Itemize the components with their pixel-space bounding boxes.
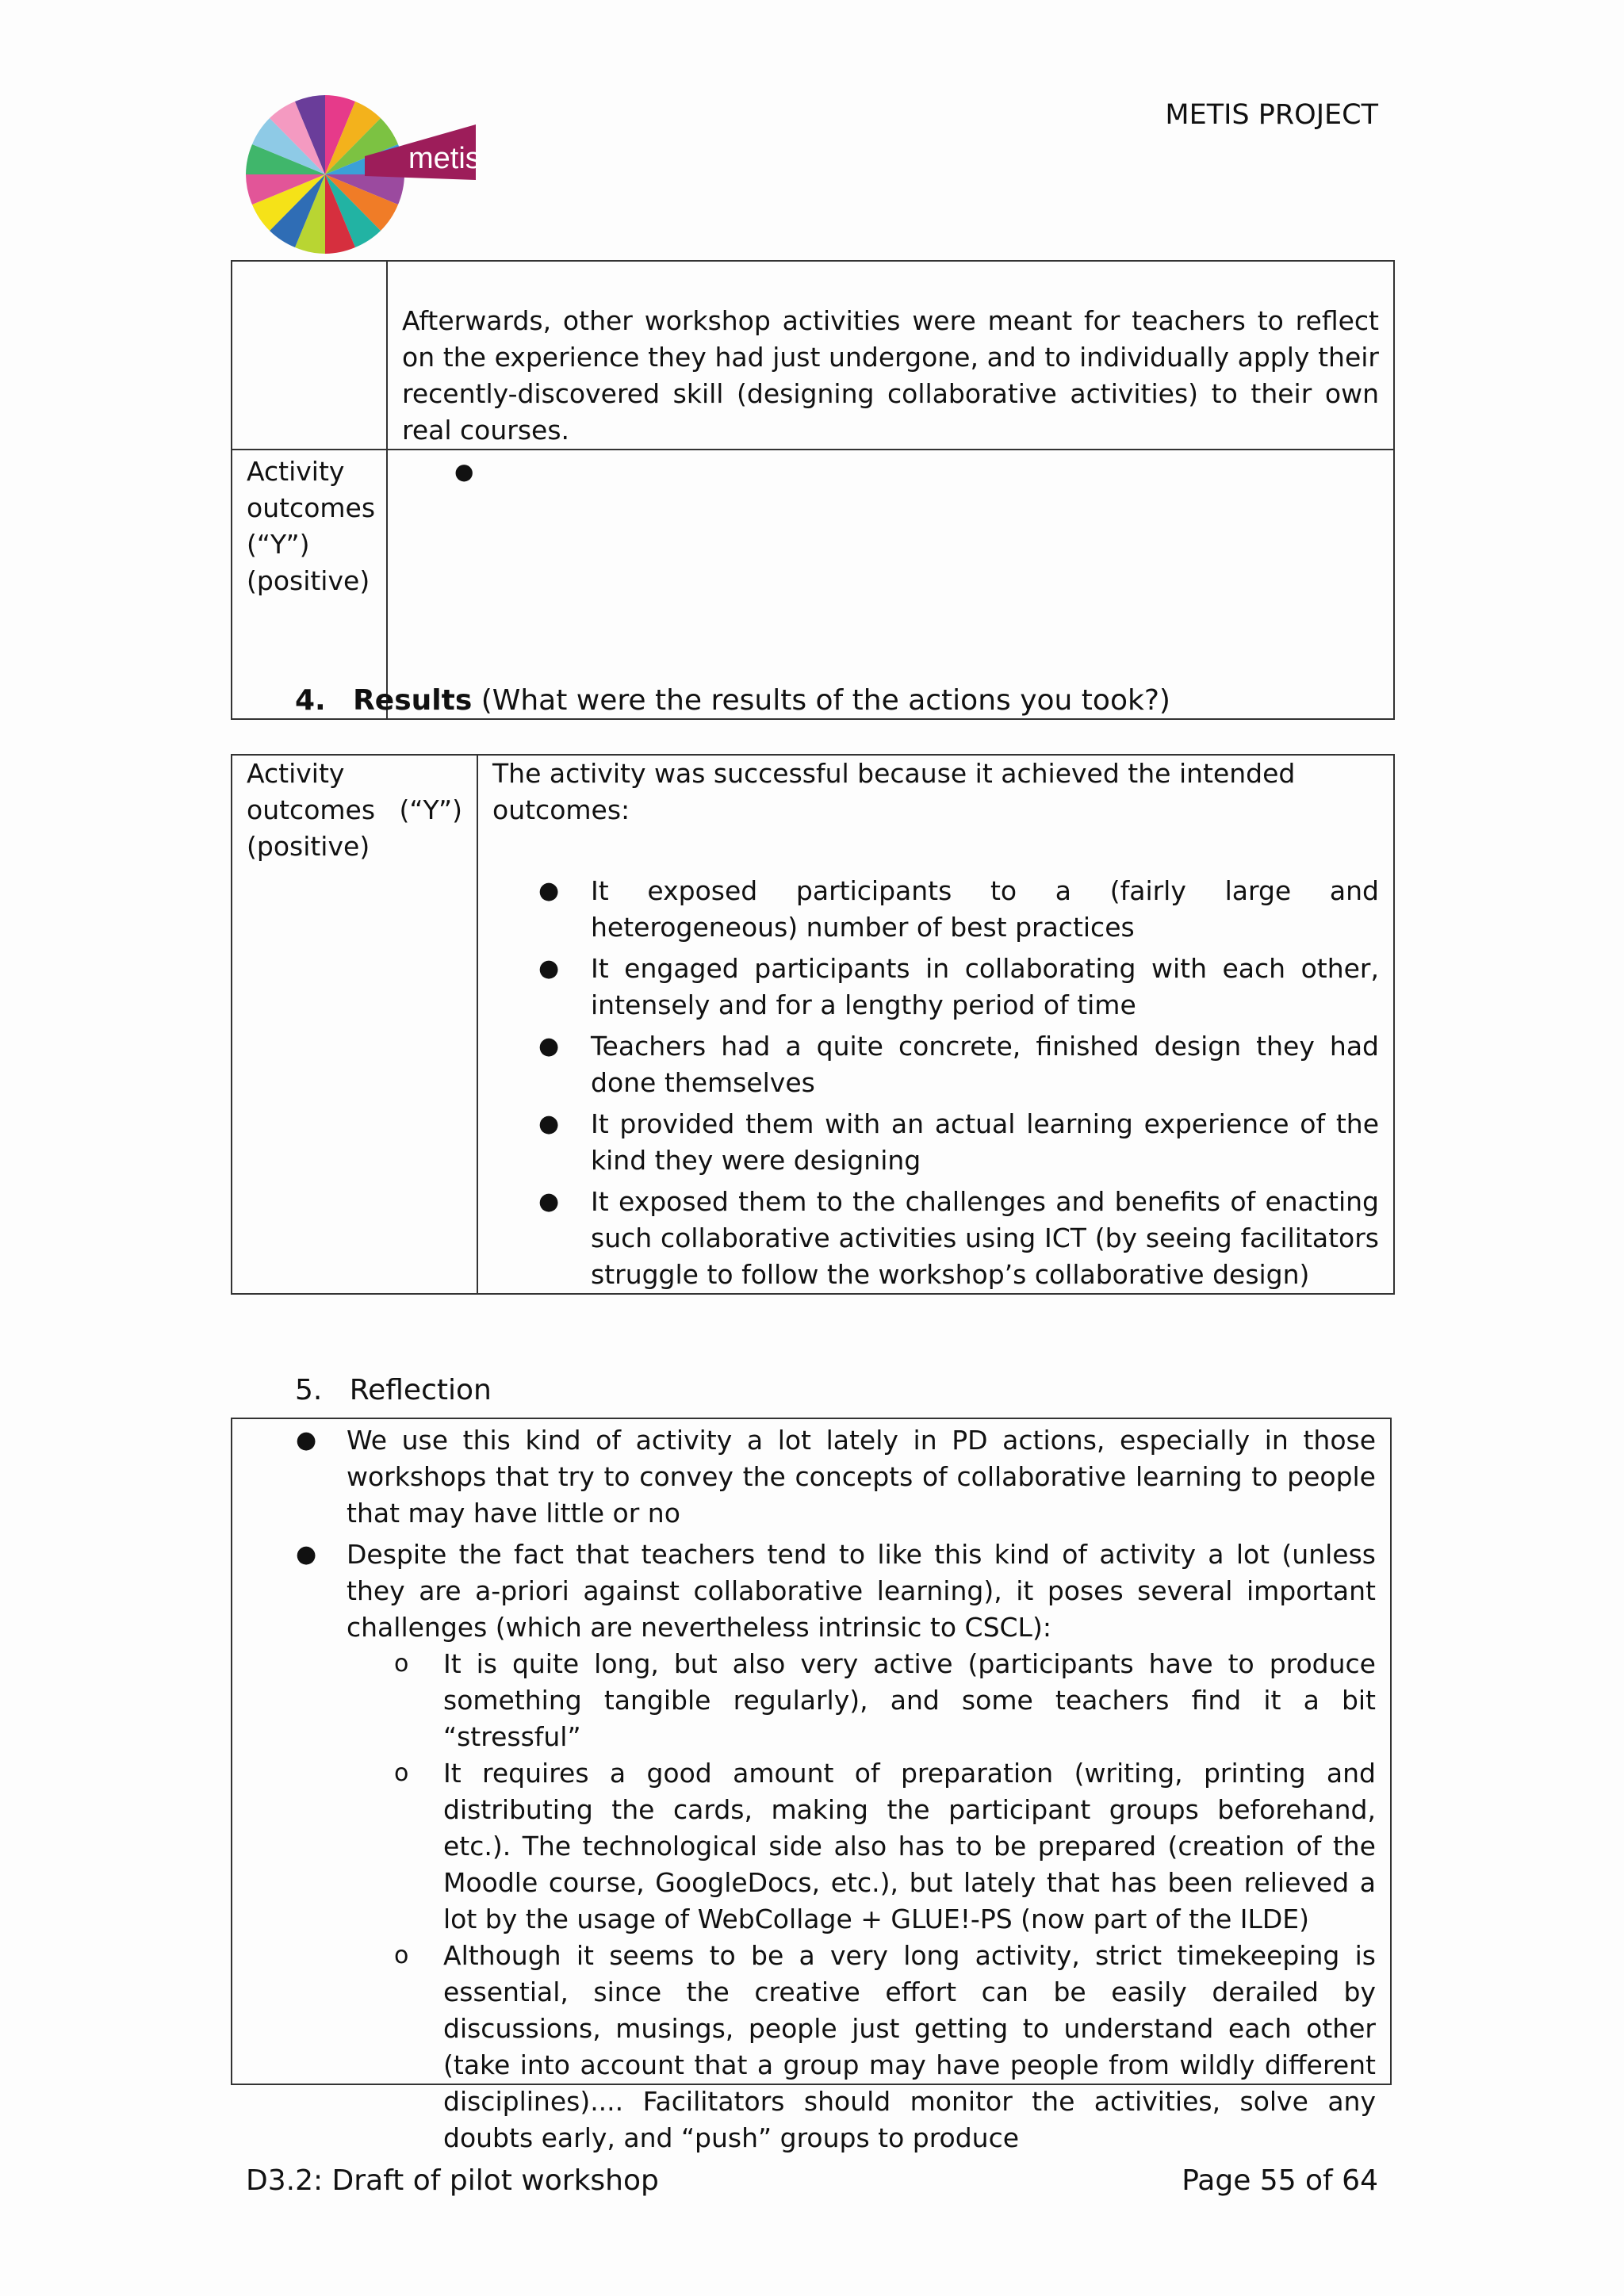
bullet-icon: ● [538,877,560,905]
sub-list-item: o It is quite long, but also very active (participants have to produce something tangible regularly), and some teachers find it a bit “stressful” [232,1646,1376,1755]
outcomes-empty-bullet: ● [387,450,1394,719]
results-table [231,754,1395,1295]
circle-bullet-icon: o [394,1650,409,1678]
table-row [232,755,1394,1294]
description-cell: Afterwards, other workshop activities were meant for teachers to reflect on the experience they had just undergone, and to individually apply their recently-discovered skill (designing collaborative activities) to their own real courses. [387,261,1394,450]
list-item: ● We use this kind of activity a lot lately in PD actions, especially in those workshops that try to convey the concepts of collaborative learning to people that may have little or no [232,1422,1376,1532]
bullet-icon: ● [538,1188,560,1215]
list-item: ● Teachers had a quite concrete, finished design they had done themselves [492,1028,1379,1101]
list-item: ● It exposed them to the challenges and benefits of enacting such collaborative activities using ICT (by seeing facilitators struggle to follow the workshop’s collaborative design) [492,1184,1379,1293]
bullet-icon: ● [296,1426,317,1454]
table-row [232,450,1394,719]
list-item: ● It exposed participants to a (fairly large and heterogeneous) number of best practices [492,873,1379,946]
bullet-icon: ● [538,1110,560,1138]
footer-page-number: Page 55 of 64 [1182,2164,1378,2197]
project-title: METIS PROJECT [1165,99,1378,131]
list-item: ● It provided them with an actual learning experience of the kind they were designing [492,1106,1379,1179]
sub-list-item: o It requires a good amount of preparation (writing, printing and distributing the cards, making the participant groups beforehand, etc.). The technological side also has to be prepared (creation of the Moodle course, GoogleDocs, etc.), but lately that has been relieved a lot by the usage of WebCollage + GLUE!-PS (now part of the ILDE) [232,1755,1376,1938]
bullet-icon: ● [538,955,560,982]
results-label-cell: Activity outcomes (“Y”) (positive) [232,755,477,1294]
circle-bullet-icon: o [394,1759,409,1787]
table-row [232,261,1394,450]
svg-text:metis: metis [408,142,481,175]
sub-list-item: o Although it seems to be a very long activity, strict timekeeping is essential, since the creative effort can be easily derailed by discussions, musings, people just getting to understand each other (take into account that a group may have people from wildly different disciplines).... Facilitators should monitor the activities, solve any doubts early, and “push” groups to produce [232,1938,1376,2156]
footer-document-title: D3.2: Draft of pilot workshop [246,2164,659,2197]
metis-logo [246,89,484,259]
circle-bullet-icon: o [394,1942,409,1969]
results-content-cell [477,755,1394,1294]
reflection-heading: 5. Reflection [295,1374,492,1406]
results-list [492,873,1379,1293]
list-item: ● It engaged participants in collaborating with each other, intensely and for a lengthy period of time [492,951,1379,1024]
activity-table-continued [231,260,1395,720]
outcomes-label-cell: Activity outcomes (“Y”) (positive) [232,450,387,719]
results-heading: 4. Results (What were the results of the actions you took?) [295,684,1170,717]
list-item: ● Despite the fact that teachers tend to like this kind of activity a lot (unless they are a-priori against collaborative learning), it poses several important challenges (which are nevertheless intrinsic to CSCL): [232,1536,1376,1646]
reflection-box [231,1418,1392,2153]
bullet-icon: ● [538,1032,560,1060]
results-intro: The activity was successful because it achieved the intended outcomes: [492,758,1296,825]
bullet-icon: ● [296,1540,317,1568]
empty-label-cell [232,261,387,450]
